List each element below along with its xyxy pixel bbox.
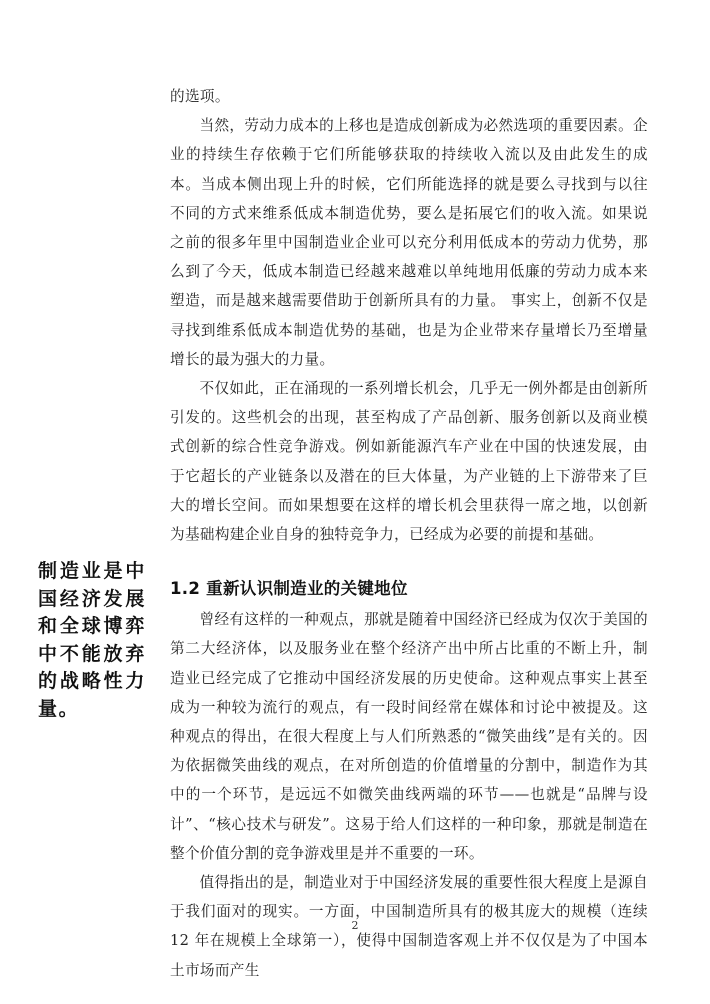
paragraph-5: 值得指出的是，制造业对于中国经济发展的重要性很大程度上是源自于我们面对的现实。一方面，中国制造所具有的极其庞大的规模（连续 12 年在规模上全球第一），使得中国制造客观上并不仅仅是为了中国本土市场而产生 [170,874,648,979]
section-heading: 1.2 重新认识制造业的关键地位 [170,579,408,599]
main-text-column [170,82,648,985]
margin-note: 制造业是中国经济发展和全球博弈中不能放弃的战略性力量。 [38,560,146,720]
paragraph-2: 当然，劳动力成本的上移也是造成创新成为必然选项的重要因素。企业的持续生存依赖于它们所能够获取的持续收入流以及由此发生的成本。当成本侧出现上升的时候，它们所能选择的就是要么寻找到与以往不同的方式来维系低成本制造优势，要么是拓展它们的收入流。如果说之前的很多年里中国制造业企业可以充分利用低成本的劳动力优势，那么到了今天，低成本制造已经越来越难以单纯地用低廉的劳动力成本来塑造，而是越来越需要借助于创新所具有的力量。 事实上，创新不仅是寻找到维系低成本制造优势的基础，也是为企业带来存量增长乃至增量增长的最为强大的力量。 [170,117,648,368]
page-number: 2 [351,919,359,932]
paragraph-4: 曾经有这样的一种观点，那就是随着中国经济已经成为仅次于美国的第二大经济体，以及服务业在整个经济产出中所占比重的不断上升，制造业已经完成了它推动中国经济发展的历史使命。这种观点事实上甚至成为一种较为流行的观点，有一段时间经常在媒体和讨论中被提及。这种观点的得出，在很大程度上与人们所熟悉的“微笑曲线”是有关的。因为依据微笑曲线的观点，在对所创造的价值增量的分割中，制造作为其中的一个环节，是远远不如微笑曲线两端的环节——也就是“品牌与设计”、“核心技术与研发”。这易于给人们这样的一种印象，那就是制造在整个价值分割的竞争游戏里是并不重要的一环。 [170,611,648,862]
paragraph-1: 的选项。 [170,88,230,105]
paragraph-3: 不仅如此，正在涌现的一系列增长机会，几乎无一例外都是由创新所引发的。这些机会的出现，甚至构成了产品创新、服务创新以及商业模式创新的综合性竞争游戏。例如新能源汽车产业在中国的快速发展，由于它超长的产业链条以及潜在的巨大体量，为产业链的上下游带来了巨大的增长空间。而如果想要在这样的增长机会里获得一席之地，以创新为基础构建企业自身的独特竞争力，已经成为必要的前提和基础。 [170,380,648,544]
